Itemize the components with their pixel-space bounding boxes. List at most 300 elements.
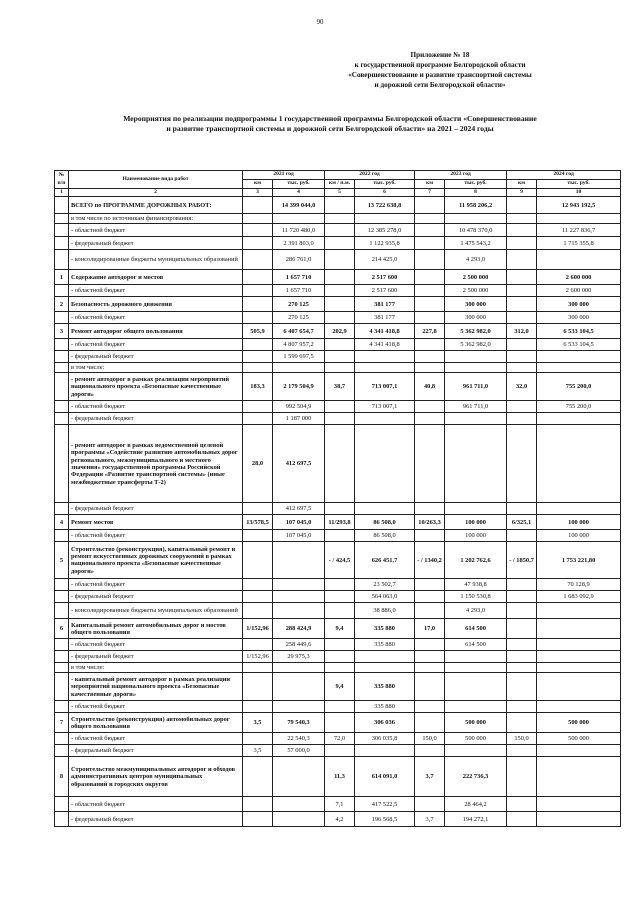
length-cell	[415, 673, 445, 701]
amount-cell: 300 000	[537, 312, 621, 324]
work-name: - областной бюджет	[69, 530, 243, 542]
length-cell	[325, 413, 355, 425]
length-cell	[325, 639, 355, 651]
table-row	[55, 619, 621, 639]
col-number: 8	[445, 189, 507, 197]
work-name: - ремонт автодорог в рамках ведомственной целевой программы «Содействие развитию автомобильных дорог регионального, межмуниципального и местного значения» государственной программы Российской Федерации «Развитие транспортной системы» (иные межбюджетные трансферты Т-2)	[69, 425, 243, 503]
amount-cell: 1 657 710	[273, 270, 325, 285]
length-cell	[243, 673, 273, 701]
amount-cell: 961 711,0	[445, 373, 507, 401]
amount-cell	[355, 663, 415, 673]
amount-cell	[537, 351, 621, 363]
length-cell: 11/293,8	[325, 515, 355, 530]
amount-cell	[273, 579, 325, 591]
work-name: - федеральный бюджет	[69, 745, 243, 757]
amount-cell: 12 385 278,0	[355, 224, 415, 237]
row-number: 1	[55, 270, 69, 285]
amount-cell: 2 500 000	[445, 270, 507, 285]
row-number	[55, 339, 69, 351]
work-name: ВСЕГО по ПРОГРАММЕ ДОРОЖНЫХ РАБОТ:	[69, 197, 243, 214]
length-cell	[243, 797, 273, 812]
work-name: Капитальный ремонт автомобильных дорог и мостов общего пользования	[69, 619, 243, 639]
row-number: 8	[55, 757, 69, 797]
length-cell	[415, 530, 445, 542]
table-row	[55, 270, 621, 285]
row-number: 4	[55, 515, 69, 530]
length-cell	[325, 713, 355, 733]
length-cell	[415, 425, 445, 503]
table-row	[55, 312, 621, 324]
work-name: - федеральный бюджет	[69, 591, 243, 603]
length-cell	[507, 401, 537, 413]
length-cell	[415, 603, 445, 619]
length-cell	[507, 651, 537, 663]
amount-cell	[273, 363, 325, 373]
page-number: 90	[316, 18, 324, 26]
amount-cell: 14 399 044,0	[273, 197, 325, 214]
amount-cell	[537, 812, 621, 827]
row-number	[55, 503, 69, 515]
amount-cell: 100 000	[537, 530, 621, 542]
amount-cell: 713 007,1	[355, 373, 415, 401]
amount-cell: 755 200,0	[537, 401, 621, 413]
amount-cell: 222 736,3	[445, 757, 507, 797]
amount-cell: 288 424,9	[273, 619, 325, 639]
amount-cell: 47 938,8	[445, 579, 507, 591]
length-cell	[415, 663, 445, 673]
amount-cell: 1 715 355,8	[537, 237, 621, 250]
table-row	[55, 503, 621, 515]
length-cell	[507, 757, 537, 797]
subheader-km: км	[415, 180, 445, 189]
amount-cell: 86 508,0	[355, 530, 415, 542]
amount-cell: 4 341 418,8	[355, 339, 415, 351]
length-cell	[507, 297, 537, 312]
amount-cell: 196 568,5	[355, 812, 415, 827]
length-cell	[415, 237, 445, 250]
length-cell	[243, 270, 273, 285]
length-cell	[507, 591, 537, 603]
row-number	[55, 312, 69, 324]
amount-cell: 70 128,9	[537, 579, 621, 591]
amount-cell: 335 880	[355, 673, 415, 701]
length-cell	[243, 812, 273, 827]
amount-cell: 11 958 206,2	[445, 197, 507, 214]
amount-cell	[355, 413, 415, 425]
amount-cell: 86 508,0	[355, 515, 415, 530]
work-name: - федеральный бюджет	[69, 812, 243, 827]
amount-cell: 755 200,0	[537, 373, 621, 401]
amount-cell: 381 177	[355, 297, 415, 312]
amount-cell	[537, 214, 621, 224]
amount-cell: 1 599 697,5	[273, 351, 325, 363]
work-name: в том числе:	[69, 663, 243, 673]
length-cell: 28,0	[243, 425, 273, 503]
amount-cell	[273, 701, 325, 713]
col-number: 5	[325, 189, 355, 197]
row-number	[55, 373, 69, 401]
amount-cell	[273, 757, 325, 797]
length-cell	[243, 237, 273, 250]
length-cell	[507, 797, 537, 812]
subheader-rub: тыс. руб.	[537, 180, 621, 189]
col-number: 9	[507, 189, 537, 197]
length-cell	[243, 701, 273, 713]
length-cell	[325, 363, 355, 373]
amount-cell: 2 600 000	[537, 270, 621, 285]
length-cell	[415, 214, 445, 224]
length-cell	[243, 312, 273, 324]
amount-cell: 412 697,5	[273, 425, 325, 503]
length-cell	[507, 579, 537, 591]
amount-cell: 57 000,0	[273, 745, 325, 757]
amount-cell	[273, 591, 325, 603]
table-row	[55, 797, 621, 812]
work-name: Строительство межмуниципальных автодорог и обходов административных центров муниципальных образований и городских округов	[69, 757, 243, 797]
row-number	[55, 425, 69, 503]
length-cell	[415, 651, 445, 663]
amount-cell: 6 533 104,5	[537, 324, 621, 339]
amount-cell: 1 683 092,9	[537, 591, 621, 603]
appendix-line: к государственной программе Белгородской области	[354, 61, 526, 69]
length-cell	[507, 285, 537, 297]
row-number	[55, 812, 69, 827]
amount-cell	[445, 651, 507, 663]
table-row	[55, 639, 621, 651]
length-cell: 3,5	[243, 745, 273, 757]
length-cell	[507, 639, 537, 651]
col-number: 10	[537, 189, 621, 197]
col-number: 7	[415, 189, 445, 197]
col-header-2022: 2022 год	[325, 171, 415, 180]
length-cell	[415, 197, 445, 214]
length-cell	[325, 701, 355, 713]
amount-cell: 100 000	[445, 515, 507, 530]
length-cell: 312,0	[507, 324, 537, 339]
amount-cell: 107 045,0	[273, 530, 325, 542]
works-table	[54, 170, 621, 827]
col-header-2023: 2023 год	[415, 171, 507, 180]
table-row	[55, 713, 621, 733]
amount-cell	[445, 503, 507, 515]
length-cell	[415, 503, 445, 515]
amount-cell	[537, 425, 621, 503]
length-cell	[507, 812, 537, 827]
table-row	[55, 812, 621, 827]
length-cell	[507, 503, 537, 515]
amount-cell	[273, 214, 325, 224]
amount-cell: 4 293,0	[445, 250, 507, 270]
length-cell	[243, 503, 273, 515]
length-cell	[325, 214, 355, 224]
amount-cell: 500 000	[445, 713, 507, 733]
length-cell: 150,0	[415, 733, 445, 745]
length-cell	[243, 250, 273, 270]
amount-cell: 412 697,5	[273, 503, 325, 515]
row-number	[55, 701, 69, 713]
amount-cell: 5 362 982,0	[445, 339, 507, 351]
amount-cell: 100 000	[445, 530, 507, 542]
length-cell	[507, 673, 537, 701]
length-cell	[507, 237, 537, 250]
length-cell	[243, 401, 273, 413]
row-number	[55, 285, 69, 297]
amount-cell	[445, 425, 507, 503]
work-name: - областной бюджет	[69, 639, 243, 651]
table-row	[55, 324, 621, 339]
length-cell	[507, 214, 537, 224]
row-number	[55, 673, 69, 701]
length-cell	[243, 285, 273, 297]
amount-cell: 564 063,0	[355, 591, 415, 603]
length-cell	[325, 603, 355, 619]
work-name: - капитальный ремонт автодорог в рамках реализации мероприятий национального проекта «Безопасные качественные дороги»	[69, 673, 243, 701]
amount-cell	[355, 503, 415, 515]
row-number	[55, 351, 69, 363]
length-cell	[415, 701, 445, 713]
amount-cell: 306 035,8	[355, 733, 415, 745]
length-cell	[507, 270, 537, 285]
amount-cell	[445, 214, 507, 224]
table-row	[55, 373, 621, 401]
document-heading	[70, 114, 590, 134]
length-cell	[325, 530, 355, 542]
amount-cell: 500 000	[537, 713, 621, 733]
amount-cell: 1 122 935,8	[355, 237, 415, 250]
length-cell	[507, 701, 537, 713]
length-cell: 4,2	[325, 812, 355, 827]
length-cell	[415, 745, 445, 757]
length-cell: 505,9	[243, 324, 273, 339]
col-header-2021: 2021 год	[243, 171, 325, 180]
amount-cell: 417 522,5	[355, 797, 415, 812]
length-cell: 183,3	[243, 373, 273, 401]
row-number	[55, 579, 69, 591]
length-cell	[243, 413, 273, 425]
length-cell: 6/325,1	[507, 515, 537, 530]
length-cell	[325, 503, 355, 515]
length-cell	[507, 224, 537, 237]
amount-cell: 614 091,0	[355, 757, 415, 797]
length-cell: 9,4	[325, 673, 355, 701]
work-name: - ремонт автодорог в рамках реализации мероприятий национального проекта «Безопасные качественные дороги»	[69, 373, 243, 401]
col-number: 1	[55, 189, 69, 197]
amount-cell: 194 272,1	[445, 812, 507, 827]
amount-cell	[273, 812, 325, 827]
amount-cell	[537, 797, 621, 812]
amount-cell: 713 007,1	[355, 401, 415, 413]
row-number	[55, 224, 69, 237]
row-number	[55, 651, 69, 663]
row-number	[55, 250, 69, 270]
table-row	[55, 745, 621, 757]
amount-cell: 1 187 000	[273, 413, 325, 425]
length-cell	[325, 579, 355, 591]
table-row	[55, 530, 621, 542]
amount-cell: 335 880	[355, 639, 415, 651]
col-number: 3	[243, 189, 273, 197]
table-row	[55, 401, 621, 413]
table-row	[55, 237, 621, 250]
heading-line: и развитие транспортной системы и дорожной сети Белгородской области» на 2021 – 2024 годы	[166, 124, 494, 133]
amount-cell: 100 000	[537, 515, 621, 530]
length-cell	[507, 250, 537, 270]
amount-cell	[537, 363, 621, 373]
subheader-km: км	[507, 180, 537, 189]
amount-cell: 270 125	[273, 297, 325, 312]
table-row	[55, 250, 621, 270]
row-number: 7	[55, 713, 69, 733]
appendix-header	[320, 50, 560, 90]
row-number	[55, 603, 69, 619]
amount-cell: 28 464,2	[445, 797, 507, 812]
row-number	[55, 745, 69, 757]
subheader-km: км	[243, 180, 273, 189]
work-name: - федеральный бюджет	[69, 651, 243, 663]
amount-cell	[355, 214, 415, 224]
amount-cell: 300 000	[445, 297, 507, 312]
length-cell: 32,0	[507, 373, 537, 401]
length-cell	[415, 312, 445, 324]
row-number	[55, 237, 69, 250]
amount-cell: 12 943 192,5	[537, 197, 621, 214]
length-cell	[243, 224, 273, 237]
length-cell	[507, 197, 537, 214]
amount-cell: 4 293,0	[445, 603, 507, 619]
length-cell: 40,8	[415, 373, 445, 401]
row-number	[55, 797, 69, 812]
amount-cell: 300 000	[445, 312, 507, 324]
row-number	[55, 733, 69, 745]
row-number	[55, 591, 69, 603]
amount-cell	[445, 663, 507, 673]
table-row	[55, 542, 621, 579]
length-cell	[325, 745, 355, 757]
amount-cell: 270 125	[273, 312, 325, 324]
amount-cell	[537, 651, 621, 663]
work-name: - областной бюджет	[69, 339, 243, 351]
amount-cell	[537, 757, 621, 797]
length-cell	[243, 733, 273, 745]
amount-cell: 2 179 504,9	[273, 373, 325, 401]
amount-cell: 961 711,0	[445, 401, 507, 413]
length-cell	[507, 713, 537, 733]
row-number	[55, 530, 69, 542]
table-row	[55, 591, 621, 603]
amount-cell: 381 177	[355, 312, 415, 324]
amount-cell: 1 657 710	[273, 285, 325, 297]
col-number: 6	[355, 189, 415, 197]
amount-cell: 258 449,6	[273, 639, 325, 651]
amount-cell: 4 807 957,2	[273, 339, 325, 351]
table-body	[55, 197, 621, 827]
amount-cell: 306 036	[355, 713, 415, 733]
length-cell: 1/152,96	[243, 651, 273, 663]
work-name: - областной бюджет	[69, 579, 243, 591]
length-cell	[507, 745, 537, 757]
amount-cell: 2 391 803,0	[273, 237, 325, 250]
row-number	[55, 401, 69, 413]
amount-cell: 214 425,0	[355, 250, 415, 270]
length-cell	[243, 663, 273, 673]
col-header-2024: 2024 год	[507, 171, 621, 180]
amount-cell: 614 500	[445, 619, 507, 639]
amount-cell: 6 407 654,7	[273, 324, 325, 339]
length-cell	[415, 591, 445, 603]
work-name: Ремонт мостов	[69, 515, 243, 530]
length-cell: 72,0	[325, 733, 355, 745]
length-cell: 9,4	[325, 619, 355, 639]
amount-cell	[355, 651, 415, 663]
length-cell	[325, 312, 355, 324]
length-cell: 3,5	[243, 713, 273, 733]
length-cell	[243, 757, 273, 797]
amount-cell: 286 761,0	[273, 250, 325, 270]
work-name: в том числе:	[69, 363, 243, 373]
amount-cell: 13 722 638,8	[355, 197, 415, 214]
length-cell	[325, 224, 355, 237]
appendix-line: и дорожной сети Белгородской области»	[374, 81, 506, 89]
length-cell	[415, 413, 445, 425]
heading-line: Мероприятия по реализации подпрограммы 1 государственной программы Белгородской области «Совершенствование	[123, 114, 537, 123]
length-cell	[325, 591, 355, 603]
row-number	[55, 214, 69, 224]
length-cell	[325, 339, 355, 351]
work-name: - областной бюджет	[69, 733, 243, 745]
length-cell: - / 424,5	[325, 542, 355, 579]
work-name: Строительство (реконструкция) автомобильных дорог общего пользования	[69, 713, 243, 733]
length-cell	[325, 663, 355, 673]
amount-cell	[355, 745, 415, 757]
length-cell	[507, 339, 537, 351]
amount-cell	[537, 639, 621, 651]
amount-cell	[273, 603, 325, 619]
amount-cell: 1 475 543,2	[445, 237, 507, 250]
length-cell: 17,0	[415, 619, 445, 639]
amount-cell	[537, 663, 621, 673]
table-row	[55, 603, 621, 619]
amount-cell: 335 880	[355, 619, 415, 639]
amount-cell	[273, 673, 325, 701]
table-row	[55, 701, 621, 713]
amount-cell	[537, 503, 621, 515]
subheader-rub: тыс. руб.	[273, 180, 325, 189]
length-cell	[243, 197, 273, 214]
work-name: - федеральный бюджет	[69, 413, 243, 425]
work-name: Безопасность дорожного движения	[69, 297, 243, 312]
amount-cell: 500 000	[537, 733, 621, 745]
length-cell	[243, 530, 273, 542]
amount-cell: 29 975,3	[273, 651, 325, 663]
length-cell	[243, 214, 273, 224]
amount-cell	[537, 603, 621, 619]
work-name: - областной бюджет	[69, 224, 243, 237]
length-cell: 7,1	[325, 797, 355, 812]
amount-cell	[537, 619, 621, 639]
col-header-name: Наименование вида работ	[69, 171, 243, 189]
subheader-kmpm: км / п.м.	[325, 180, 355, 189]
amount-cell: 10 478 370,0	[445, 224, 507, 237]
length-cell	[325, 237, 355, 250]
table-row	[55, 197, 621, 214]
length-cell	[325, 285, 355, 297]
length-cell	[325, 351, 355, 363]
amount-cell	[445, 413, 507, 425]
work-name: Содержание автодорог и мостов	[69, 270, 243, 285]
work-name: в том числе по источникам финансирования:	[69, 214, 243, 224]
length-cell	[415, 224, 445, 237]
length-cell: 3,7	[415, 757, 445, 797]
